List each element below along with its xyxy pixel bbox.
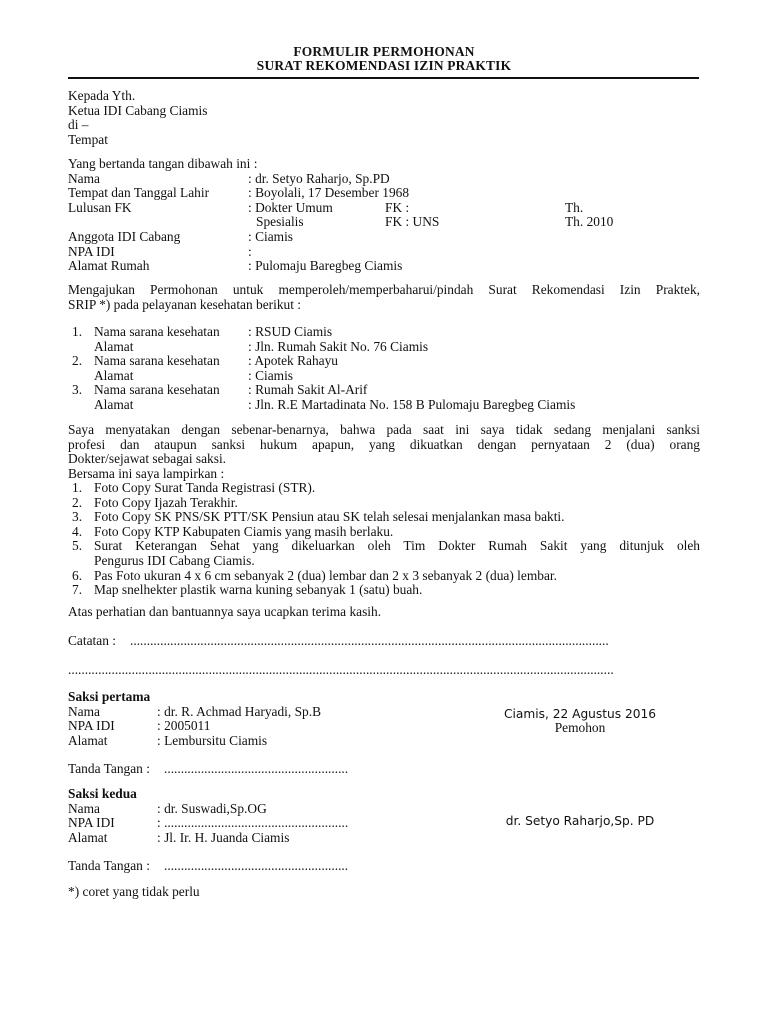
field-label: Nama sarana kesehatan [94,382,220,398]
form-title-line1: FORMULIR PERMOHONAN [293,44,475,59]
signature-label: Tanda Tangan : [68,858,150,873]
signature-row [68,762,398,777]
applicant-branch-row [68,230,700,245]
list-number: 7. [72,582,83,598]
field-value: : Dokter Umum [248,199,333,215]
notes-section [68,634,700,649]
footnote: *) coret yang tidak perlu [68,884,200,899]
field-value: : ....................................................... [157,816,349,831]
witness-npa-row [68,816,398,831]
applicant-education-row [68,201,700,216]
facility-item [68,383,700,398]
witness-second [68,787,398,845]
field-label: NPA IDI [68,718,115,734]
field-value: Spesialis [256,214,304,230]
field-value: : [248,243,252,259]
list-item [68,583,700,598]
field-value: : Jln. R.E Martadinata No. 158 B Pulomaju Baregbeg Ciamis [248,396,576,412]
field-value: FK : [385,199,410,215]
field-label: Nama sarana kesehatan [94,324,220,339]
list-number: 3. [72,382,83,398]
notes-dots-line: ................................................................................................................................................................... [68,663,614,677]
field-label: Nama [68,800,100,816]
witness-name-row [68,705,398,720]
facility-address [68,398,700,413]
list-item [68,539,700,554]
list-number: 2. [72,353,83,369]
recipient-line: Tempat [68,131,108,147]
closing-text: Atas perhatian dan bantuannya saya ucapkan terima kasih. [68,604,382,619]
paragraph-line: profesi dan ataupun sanksi hukum apapun, yang dikuatkan dengan pernyataan 2 (dua) orang [68,436,700,452]
attachment-list [68,481,700,598]
field-value: : Jl. Ir. H. Juanda Ciamis [157,829,290,845]
witness-heading: Saksi kedua [68,786,137,801]
field-value: : Boyolali, 17 Desember 1968 [248,185,410,201]
field-label: Lulusan FK [68,199,132,215]
recipient-line: Kepada Yth. [68,88,136,103]
field-value: : Ciamis [248,367,294,383]
paragraph-line: Mengajukan Permohonan untuk memperoleh/memperbaharui/pindah Surat Rekomendasi Izin Praktek, [68,282,700,297]
statement-paragraph [68,423,700,481]
witness-second-signature [68,859,398,874]
field-value: Th. 2010 [565,214,614,230]
field-value: : 2005011 [157,718,211,734]
field-label: Tempat dan Tanggal Lahir [68,185,210,201]
list-number: 1. [72,324,83,339]
list-item [68,481,700,496]
notes-row [68,634,700,649]
witness-first-signature [68,762,398,777]
paragraph-line: Saya menyatakan dengan sebenar-benarnya, bahwa pada saat ini saya tidak sedang menjalani sanksi [68,422,700,437]
recipient-line: di – [68,117,89,133]
list-text: Foto Copy Surat Tanda Registrasi (STR). [94,480,316,495]
witness-heading: Saksi pertama [68,689,151,704]
signature-dots: ....................................................... [164,859,349,873]
field-value: : Ciamis [248,228,294,244]
paragraph-line: SRIP *) pada pelayanan kesehatan berikut : [68,296,302,312]
field-value: Th. [565,199,584,215]
field-value: : Jln. Rumah Sakit No. 76 Ciamis [248,338,429,354]
witness-address-row [68,831,398,846]
list-text: Foto Copy Ijazah Terakhir. [94,494,238,510]
field-label: Anggota IDI Cabang [68,228,181,244]
applicant-address-row [68,259,700,274]
list-text: Pengurus IDI Cabang Ciamis. [94,552,255,568]
field-label: Nama sarana kesehatan [94,353,220,369]
facility-address [68,369,700,384]
form-title-line2: SURAT REKOMENDASI IZIN PRAKTIK [256,58,512,73]
list-number: 1. [72,480,83,495]
signature-label: Tanda Tangan : [68,761,150,776]
field-value: : Lembursitu Ciamis [157,732,268,748]
applicant-birth-row [68,186,700,201]
list-text: Map snelhekter plastik warna kuning sebanyak 1 (satu) buah. [94,582,423,598]
witness-first [68,690,398,748]
field-label: Alamat [94,367,134,383]
facility-list [68,325,700,413]
signature-row [68,859,398,874]
field-value: : Pulomaju Baregbeg Ciamis [248,258,403,274]
title-divider [68,77,699,79]
notes-label: Catatan : [68,633,116,648]
attachments-intro: Bersama ini saya lampirkan : [68,465,225,481]
field-label: NPA IDI [68,243,115,259]
list-number: 5. [72,538,83,554]
field-label: Alamat [68,732,108,748]
list-number: 4. [72,523,83,539]
recipient-block [68,89,700,147]
field-value: : RSUD Ciamis [248,324,333,339]
facility-item [68,325,700,340]
request-paragraph [68,283,700,312]
field-value: : Rumah Sakit Al-Arif [248,382,368,398]
field-value: FK : UNS [385,214,440,230]
applicant-specialist-row [68,215,700,230]
list-text: Foto Copy SK PNS/SK PTT/SK Pensiun atau SK telah selesai menjalankan masa bakti. [94,509,565,525]
witness-name-row [68,802,398,817]
intro-text: Yang bertanda tangan dibawah ini : [68,156,258,171]
field-value: : dr. Setyo Raharjo, Sp.PD [248,170,390,186]
field-value: : dr. R. Achmad Haryadi, Sp.B [157,703,322,719]
field-label: NPA IDI [68,815,115,831]
signature-role: Pemohon [554,720,606,735]
field-label: Alamat Rumah [68,258,150,274]
applicant-block [68,157,700,274]
signature-dots: ....................................................... [164,762,349,776]
facility-item [68,354,700,369]
list-item [68,569,700,584]
list-number: 2. [72,494,83,510]
paragraph-line: Dokter/sejawat sebagai saksi. [68,451,227,467]
notes-dots: ............................................................................................................................................... [130,634,609,648]
applicant-npa-row [68,245,700,260]
signature-place-date: Ciamis, 22 Agustus 2016 [504,707,656,721]
field-value: : Apotek Rahayu [248,353,339,369]
list-number: 6. [72,567,83,583]
field-label: Alamat [68,829,108,845]
witness-address-row [68,734,398,749]
field-value: : dr. Suswadi,Sp.OG [157,800,267,816]
field-label: Nama [68,170,100,186]
signature-name: dr. Setyo Raharjo,Sp. PD [505,814,655,828]
list-item [68,510,700,525]
facility-address [68,340,700,355]
field-label: Alamat [94,338,134,354]
recipient-line: Ketua IDI Cabang Ciamis [68,102,208,118]
field-label: Nama [68,703,100,719]
list-text: Surat Keterangan Sehat yang dikeluarkan oleh Tim Dokter Rumah Sakit yang ditunjuk oleh [94,538,700,554]
list-item [68,496,700,511]
list-number: 3. [72,509,83,525]
field-label: Alamat [94,396,134,412]
list-item [68,525,700,540]
list-text: Foto Copy KTP Kabupaten Ciamis yang masih berlaku. [94,523,394,539]
list-text: Pas Foto ukuran 4 x 6 cm sebanyak 2 (dua) lembar dan 2 x 3 sebanyak 2 (dua) lembar. [94,567,557,583]
applicant-name-row [68,172,700,187]
witness-npa-row [68,719,398,734]
list-item-continued [68,554,700,569]
